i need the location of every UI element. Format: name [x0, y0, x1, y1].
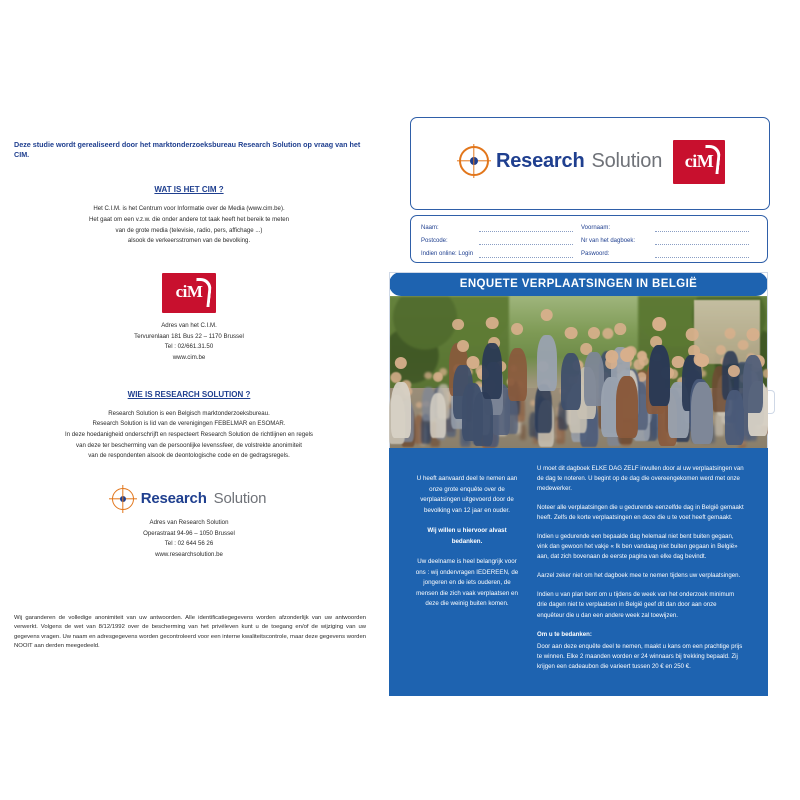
cim-line-2: van de grote media (televisie, radio, pers, affichage ...): [115, 226, 263, 234]
logo-card-cim-logo: [673, 140, 725, 184]
rs-line-4: van de respondenten alsook de deontologische code en de gedragsregels.: [88, 452, 290, 460]
instructions-panel: [389, 448, 768, 696]
blue-right-p4: Indien u van plan bent om u tijdens de week van het onderzoek minimum drie dagen niet te verplaatsen in België geef dit dan door aan onze enquêteur die u dan een andere week zal toewijzen.: [537, 591, 735, 619]
rs-address-block: [14, 518, 364, 561]
logo-card-word-research: Research: [496, 149, 585, 172]
cim-line-1: Het gaat om een v.z.w. die onder andere tot taak heeft het bereik te meten: [88, 216, 290, 224]
crosshair-center-dot: [470, 157, 478, 165]
rs-address-0: Operastraat 94-96 – 1050 Brussel: [143, 529, 235, 537]
blue-left-p1: Wij willen u hiervoor alvast bedanken.: [427, 527, 507, 545]
form-row-login: [421, 247, 757, 260]
privacy-disclaimer: Wij garanderen de volledige anonimiteit van uw antwoorden. Alle identificatiegegevens worden afzonderlijk van uw antwoorden verwerkt. Volgens de wet van 8/12/1992 over de bescherming van het privéleven kunt u de toegang en/of de wijziging van uw gegevens vragen. Uw naam en adresgegevens worden gecontroleerd voor een interne kwaliteitscontrole, maar deze gegevens worden NOOIT aan derden meegedeeld.: [14, 615, 367, 650]
blue-right-p0: U moet dit dagboek ELKE DAG ZELF invullen door al uw verplaatsingen van de dag te noteren. U begint op de dag die overeengekomen werd met onze medewerker.: [537, 465, 744, 493]
logo-card-research-solution: [459, 146, 662, 176]
cim-logo: [162, 273, 216, 313]
cim-logo-text: ciM: [175, 282, 203, 302]
cim-address-title: Adres van het C.I.M.: [161, 322, 217, 330]
cim-address-block: [14, 321, 364, 364]
blue-left-p0: U heeft aanvaard deel te nemen aan onze grote enquête over de verplaatsingen uitgevoerd door de bevolking van 12 jaar en ouder.: [416, 475, 518, 514]
label-postcode: Postcode:: [421, 237, 448, 244]
label-voornaam: Voornaam:: [581, 224, 611, 231]
rs-address-title: Adres van Research Solution: [149, 518, 229, 526]
label-login: Indien online: Login: [421, 250, 474, 257]
instructions-right-column: [537, 464, 745, 681]
input-postcode[interactable]: [479, 236, 573, 245]
form-row-name: [421, 221, 757, 234]
rs-line-2: In deze hoedanigheid onderschrijft en respecteert Research Solution de richtlijnen en regels: [65, 431, 313, 438]
section-rs-body: [14, 409, 364, 462]
blue-right-p2: Indien u gedurende een bepaalde dag helemaal niet bent buiten gegaan, vink dan gewoon het vakje « Ik ben vandaag niet buiten gegaan in België» aan, dat zich bovenaan de eerste pagina van elke dag bevindt.: [537, 533, 738, 561]
respondent-form-card: [410, 215, 768, 263]
section-cim-body: [14, 204, 364, 247]
logo-card-cim-text: ciM: [684, 151, 714, 171]
form-row-postcode: [421, 234, 757, 247]
left-column: [14, 140, 367, 680]
input-voornaam[interactable]: [655, 223, 749, 232]
section-title-research-solution: WIE IS RESEARCH SOLUTION ?: [127, 389, 251, 399]
rs-line-1: Research Solution is lid van de verenigingen FEBELMAR en ESOMAR.: [92, 420, 286, 428]
rs-address-2: www.researchsolution.be: [155, 550, 223, 558]
page-notch: [768, 390, 775, 414]
rs-address-1: Tel : 02 644 56 26: [164, 540, 214, 548]
photo-crowd: [389, 328, 768, 448]
logo-card-word-solution: Solution: [591, 149, 663, 172]
cim-address-0: Tervurenlaan 181 Bus 22 – 1170 Brussel: [134, 332, 244, 340]
input-login[interactable]: [479, 249, 573, 258]
rs-line-3: van deze ter bescherming van de persoonlijke levenssfeer, de volstrekte anonimiteit: [76, 441, 302, 449]
crosshair-center-dot: [120, 496, 126, 502]
cim-address-2: www.cim.be: [172, 354, 206, 362]
blue-right-p6: Door aan deze enquête deel te nemen, maakt u kans om een prachtige prijs te winnen. Elke 2 maanden worden er 24 winnaars bij trekking bepaald. Zij krijgen een cadeaubon die varieert tussen 20 € en 250 €.: [537, 642, 743, 670]
cim-line-0: Het C.I.M. is het Centrum voor Informatie over de Media (www.cim.be).: [93, 205, 285, 213]
crosshair-icon: [459, 146, 489, 176]
label-dagboeknummer: Nr van het dagboek:: [581, 237, 636, 244]
section-title-cim: WAT IS HET CIM ?: [154, 185, 224, 195]
crowd-photo: [389, 296, 768, 448]
blue-right-p1: Noteer alle verplaatsingen die u gedurende eenzelfde dag in België gemaakt heeft. Zelfs de korte verplaatsingen en deze die u te voet heeft gemaakt.: [537, 504, 744, 522]
survey-title-banner: ENQUETE VERPLAATSINGEN IN BELGIË: [389, 272, 768, 296]
cim-swoosh-icon: [193, 278, 212, 307]
input-naam[interactable]: [479, 223, 573, 232]
rs-line-0: Research Solution is een Belgisch marktonderzoeksbureau.: [108, 409, 270, 417]
label-naam: Naam:: [421, 224, 439, 231]
label-paswoord: Paswoord:: [581, 250, 610, 257]
rs-logo-word-solution: Solution: [213, 490, 267, 508]
instructions-left-column: [415, 474, 519, 620]
cim-swoosh-icon: [702, 145, 721, 174]
blue-left-p2: Uw deelname is heel belangrijk voor ons : wij ondervragen IEDEREEN, de jongeren en de iets ouderen, de mensen die zich vaak verplaatsen en deze die weinig buiten komen.: [415, 558, 519, 608]
blue-right-p3: Aarzel zeker niet om het dagboek mee te nemen tijdens uw verplaatsingen.: [537, 572, 741, 580]
research-solution-logo: [14, 488, 364, 510]
cim-line-3: alsook de verkeersstromen van de bevolking.: [127, 237, 251, 245]
input-paswoord[interactable]: [655, 249, 749, 258]
intro-text: Deze studie wordt gerealiseerd door het marktonderzoeksbureau Research Solution op vraag van het CIM.: [14, 140, 361, 159]
rs-logo-word-research: Research: [140, 490, 207, 508]
input-dagboeknummer[interactable]: [655, 236, 749, 245]
crosshair-icon: [112, 488, 134, 510]
blue-right-p5: Om u te bedanken:: [537, 630, 592, 638]
logo-card: [410, 117, 770, 210]
cim-address-1: Tel : 02/661.31.50: [164, 343, 214, 351]
